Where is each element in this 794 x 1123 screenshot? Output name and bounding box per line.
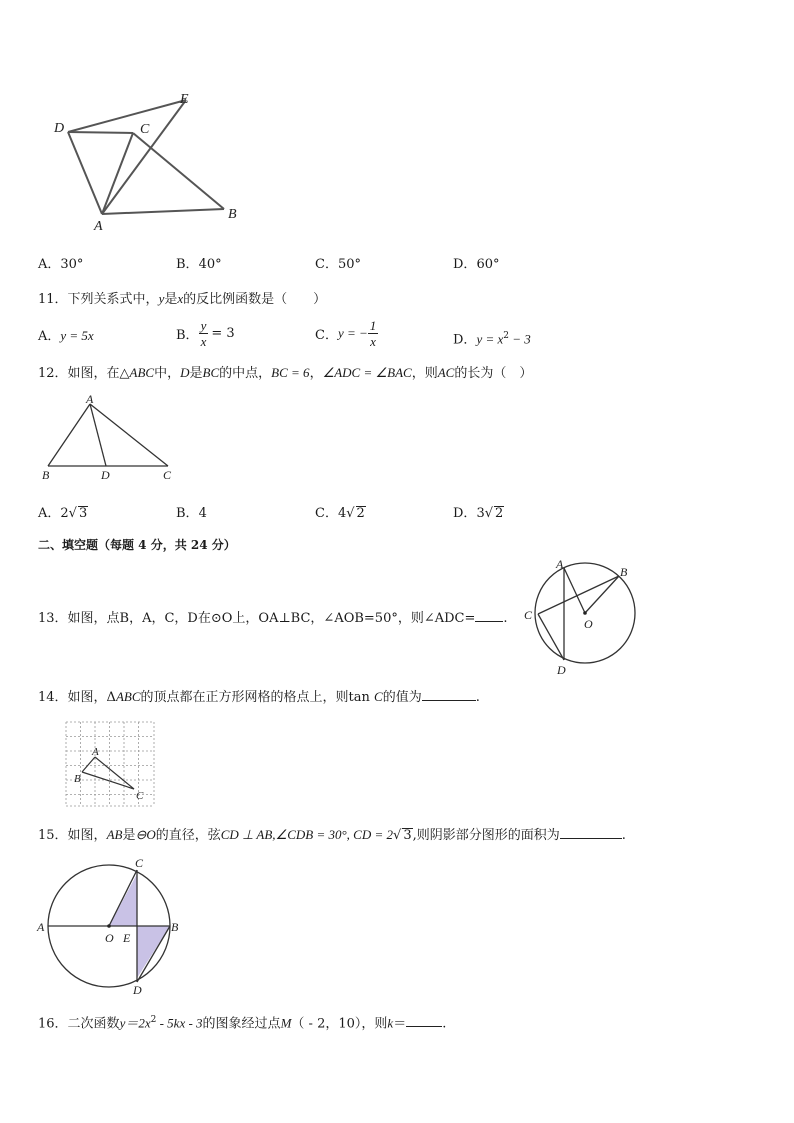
- stem-text: 如图，: [67, 828, 107, 843]
- q10-label-e: E: [180, 92, 189, 107]
- exponent: 2: [503, 331, 509, 341]
- q15-label-d: D: [133, 983, 142, 996]
- denominator: x: [370, 334, 376, 349]
- option-expr: y = 5x: [60, 328, 94, 343]
- option-label: B．: [176, 506, 199, 521]
- q15-label-c: C: [135, 856, 144, 870]
- stem-text: .: [621, 828, 626, 843]
- answer-blank[interactable]: [475, 609, 503, 622]
- q14-label-a: A: [92, 746, 99, 758]
- option-value: 50°: [337, 257, 361, 272]
- radicand: 2: [356, 506, 365, 521]
- q13-label-b: B: [620, 565, 628, 579]
- math: M: [280, 1015, 292, 1031]
- radicand: 3: [78, 506, 88, 521]
- stem-text: 如图，Δ: [67, 690, 116, 705]
- stem-text: 中，: [154, 366, 181, 381]
- math: ABC: [115, 689, 141, 704]
- option-expr: − 3: [508, 331, 531, 347]
- q12-option-b[interactable]: [176, 505, 207, 523]
- option-label: D．: [453, 257, 477, 272]
- option-label: C．: [315, 257, 338, 272]
- q15-label-e: E: [123, 931, 131, 945]
- fraction: [368, 318, 379, 349]
- math: D: [180, 365, 190, 380]
- sqrt-sign: √: [346, 506, 355, 521]
- q12-option-c[interactable]: [315, 505, 366, 523]
- q12-figure: [38, 392, 188, 484]
- q10-label-b: B: [228, 207, 237, 222]
- q16-stem: [38, 1011, 446, 1033]
- option-label: B．: [176, 328, 199, 343]
- math: C: [374, 689, 383, 704]
- stem-text: 的中点，: [219, 366, 272, 381]
- stem-text: 的长为（ ）: [454, 366, 533, 381]
- stem-text: 如图，点B，A，C，D在⊙O上，OA⊥BC，∠AOB=50°，则∠ADC=: [67, 611, 476, 626]
- math: CD ⊥ AB,∠CDB = 30°, CD = 2: [220, 827, 394, 842]
- option-expr: = 3: [211, 326, 235, 341]
- answer-blank[interactable]: [422, 688, 476, 701]
- math: BC = 6: [271, 365, 310, 380]
- math: BC: [202, 365, 220, 380]
- q14-stem: [38, 688, 480, 707]
- option-value: 40°: [198, 257, 222, 272]
- denominator: x: [200, 334, 207, 349]
- stem-text: ，则: [411, 366, 438, 381]
- math: - 5kx - 3: [156, 1015, 203, 1031]
- q12-label-c: C: [163, 468, 172, 482]
- option-label: C．: [315, 506, 338, 521]
- option-label: D．: [453, 332, 477, 348]
- numerator: y: [200, 318, 207, 333]
- q11-option-c[interactable]: [315, 318, 378, 349]
- stem-text: 的直径，弦: [155, 828, 221, 843]
- q12-option-a[interactable]: [38, 505, 88, 523]
- option-label: B．: [176, 257, 199, 272]
- stem-text: 是: [189, 366, 203, 381]
- option-label: A．: [38, 506, 61, 521]
- q12-label-a: A: [86, 392, 94, 406]
- var-y: y: [158, 291, 165, 306]
- q10-label-c: C: [140, 122, 150, 137]
- answer-blank[interactable]: [560, 826, 622, 839]
- math: （ - 2，10）: [291, 1016, 362, 1032]
- q13-label-d: D: [557, 663, 566, 677]
- option-value: 30°: [60, 257, 84, 272]
- math: ∠ADC = ∠BAC: [322, 365, 412, 380]
- section-title: 二、填空题（每题 4 分，共 24 分）: [38, 538, 236, 552]
- q11-option-a[interactable]: [38, 327, 94, 346]
- numerator: 1: [369, 318, 377, 333]
- math: ABC: [129, 365, 155, 380]
- q12-number: 12．: [38, 366, 68, 381]
- q10-option-d[interactable]: [453, 256, 499, 274]
- q10-option-b[interactable]: [176, 256, 222, 274]
- q15-stem: [38, 826, 626, 845]
- exponent: 2: [150, 1015, 157, 1025]
- q12-option-d[interactable]: [453, 505, 504, 523]
- option-value: 60°: [476, 257, 500, 272]
- q11-option-b[interactable]: [176, 318, 235, 349]
- stem-text: ，则: [361, 1016, 388, 1032]
- math: k: [387, 1015, 394, 1031]
- stem-text: 二次函数: [67, 1016, 120, 1032]
- q15-label-o: O: [105, 931, 114, 945]
- stem-text: 的图象经过点: [202, 1016, 281, 1032]
- option-label: D．: [453, 506, 477, 521]
- stem-text: .: [475, 690, 480, 705]
- q14-grid-figure: [64, 720, 156, 808]
- sqrt-sign: √: [484, 506, 494, 521]
- option-label: A．: [38, 257, 61, 272]
- option-expr: y = −: [337, 325, 368, 341]
- stem-text: ＝: [393, 1016, 407, 1032]
- option-coef: 3: [476, 506, 485, 521]
- q12-label-b: B: [42, 468, 50, 482]
- q13-number: 13．: [38, 611, 68, 626]
- sqrt-sign: √: [68, 506, 77, 521]
- math: AC: [437, 365, 455, 380]
- radicand: 3: [403, 828, 412, 843]
- fraction: [199, 318, 209, 349]
- option-label: C．: [315, 328, 338, 343]
- q11-stem: [38, 290, 326, 309]
- option-coef: 2: [60, 506, 69, 521]
- option-expr: y = x: [476, 331, 504, 347]
- math: ⊖O: [135, 827, 156, 842]
- stem-text: 下列关系式中，: [67, 292, 159, 307]
- q12-stem: [38, 364, 532, 383]
- stem-text: 的反比例函数是（ ）: [183, 292, 327, 307]
- q15-label-b: B: [171, 920, 179, 934]
- q13-stem: [38, 609, 508, 628]
- q13-label-o: O: [584, 617, 593, 631]
- math: AB: [106, 827, 123, 842]
- q13-label-c: C: [524, 608, 533, 622]
- stem-text: 的值为: [382, 690, 422, 705]
- q15-number: 15．: [38, 828, 68, 843]
- q10-label-a: A: [94, 219, 103, 234]
- stem-text: 是: [164, 292, 178, 307]
- stem-text: 如图，在△: [67, 366, 130, 381]
- math: y＝2x: [119, 1015, 151, 1031]
- stem-text: ,则阴影部分图形的面积为: [412, 828, 560, 843]
- q10-option-c[interactable]: [315, 256, 361, 274]
- sqrt-sign: √: [393, 828, 402, 843]
- stem-text: .: [503, 611, 508, 626]
- q10-label-d: D: [54, 121, 65, 136]
- stem-text: 是: [122, 828, 136, 843]
- q14-number: 14．: [38, 690, 68, 705]
- q13-label-a: A: [556, 557, 564, 571]
- q15-label-a: A: [37, 920, 45, 934]
- option-label: A．: [38, 329, 61, 344]
- option-coef: 4: [198, 506, 207, 521]
- q16-number: 16．: [38, 1016, 68, 1032]
- stem-text: 的顶点都在正方形网格的格点上，则: [140, 690, 349, 705]
- var-x: x: [177, 291, 184, 306]
- stem-text: .: [442, 1016, 447, 1032]
- q14-label-c: C: [136, 790, 144, 802]
- q13-figure: [518, 556, 644, 678]
- q11-number: 11．: [38, 292, 68, 307]
- q10-option-a[interactable]: [38, 256, 83, 274]
- q12-label-d: D: [101, 468, 110, 482]
- q15-figure: [34, 854, 190, 996]
- option-coef: 4: [337, 506, 347, 521]
- radicand: 2: [495, 506, 504, 521]
- answer-blank[interactable]: [406, 1014, 442, 1027]
- q10-figure: [48, 88, 248, 236]
- q11-option-d[interactable]: [453, 327, 531, 349]
- q14-label-b: B: [74, 773, 81, 785]
- math: tan: [348, 690, 370, 705]
- stem-text: ，: [309, 366, 323, 381]
